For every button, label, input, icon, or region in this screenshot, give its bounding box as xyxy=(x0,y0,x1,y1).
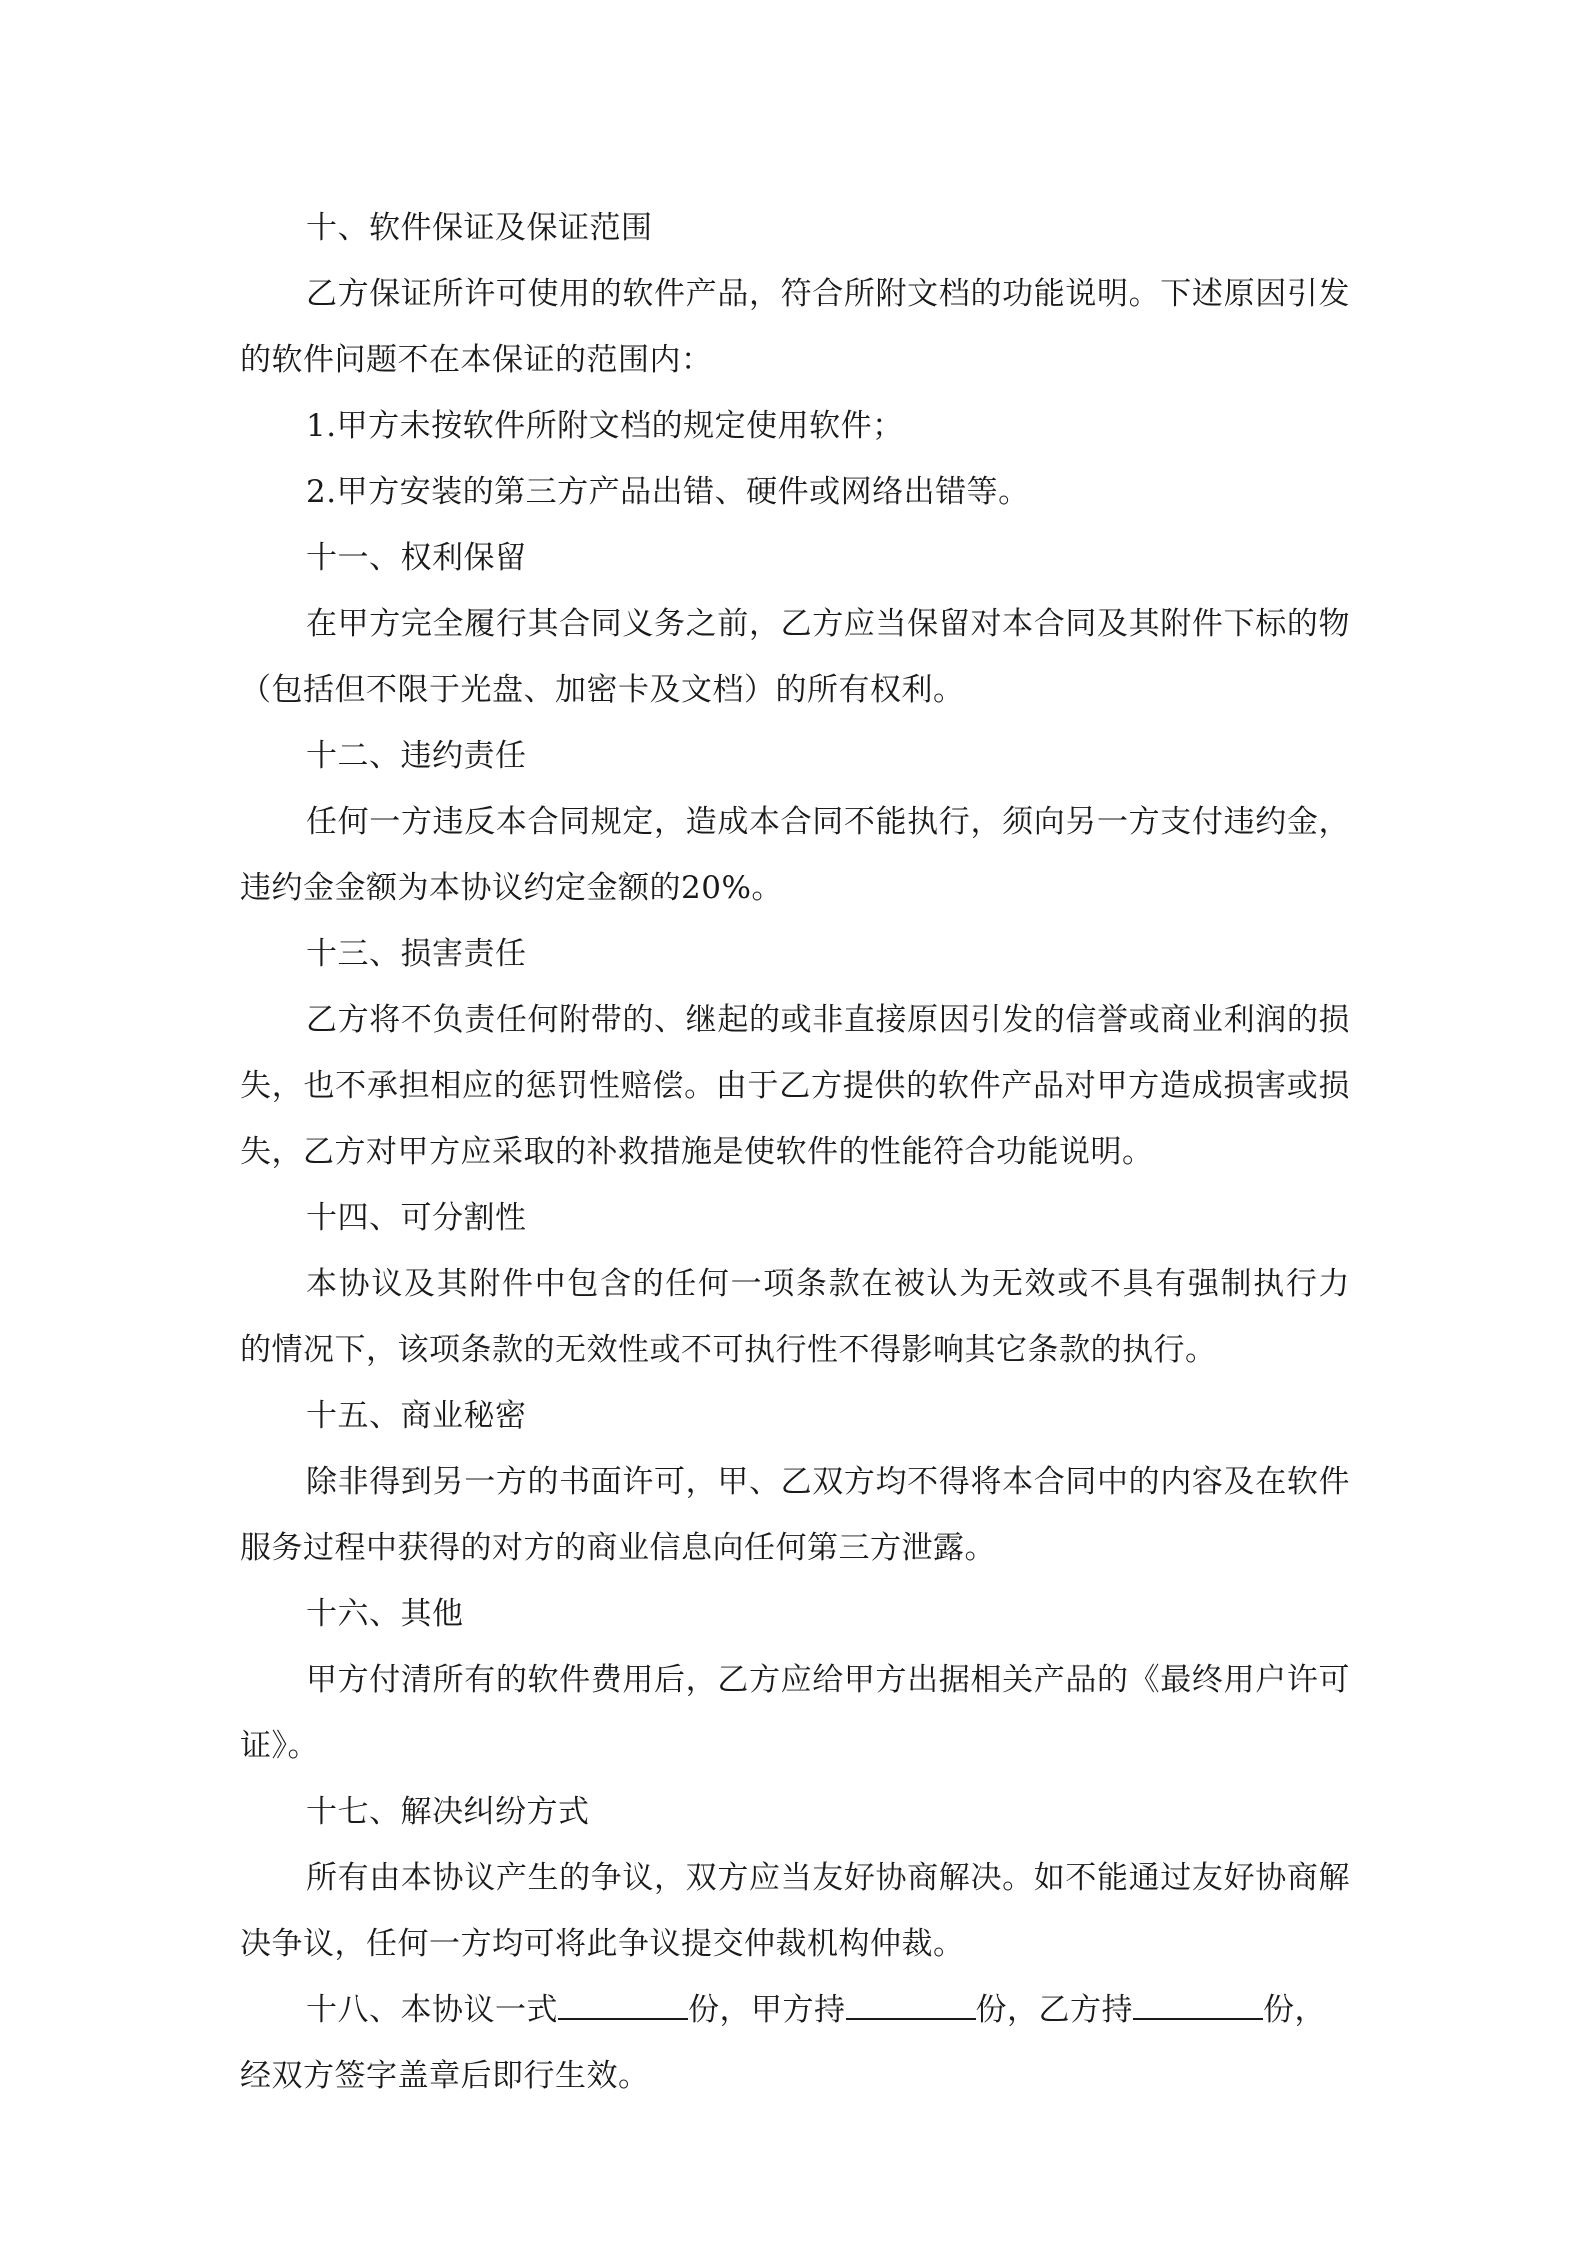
copies-text: 份， xyxy=(1263,1992,1326,2028)
list-item: 2.甲方安装的第三方产品出错、硬件或网络出错等。 xyxy=(306,474,1030,510)
paragraph-line: 的软件问题不在本保证的范围内： xyxy=(240,342,713,378)
paragraph-line: 在甲方完全履行其合同义务之前，乙方应当保留对本合同及其附件下标的物 xyxy=(306,606,1350,642)
paragraph-line: （包括但不限于光盘、加密卡及文档）的所有权利。 xyxy=(240,672,965,708)
section-heading-11: 十一、权利保留 xyxy=(306,540,527,576)
paragraph-line: 的情况下，该项条款的无效性或不可执行性不得影响其它条款的执行。 xyxy=(240,1332,1217,1368)
section-heading-15: 十五、商业秘密 xyxy=(306,1398,527,1434)
copies-text: 份，乙方持 xyxy=(975,1992,1133,2028)
document-page xyxy=(240,195,1350,2109)
paragraph-line: 甲方付清所有的软件费用后，乙方应给甲方出据相关产品的《最终用户许可 xyxy=(306,1662,1350,1698)
section-heading-13: 十三、损害责任 xyxy=(306,936,527,972)
paragraph-line: 本协议及其附件中包含的任何一项条款在被认为无效或不具有强制执行力 xyxy=(306,1266,1350,1302)
paragraph-line: 证》。 xyxy=(240,1728,319,1764)
section-18-copies-line xyxy=(240,1977,1350,2043)
copies-party-b-blank[interactable] xyxy=(1133,1990,1263,2020)
paragraph-line: 任何一方违反本合同规定，造成本合同不能执行，须向另一方支付违约金， xyxy=(306,804,1350,840)
paragraph-line: 失，乙方对甲方应采取的补救措施是使软件的性能符合功能说明。 xyxy=(240,1134,1154,1170)
section-heading-17: 十七、解决纠纷方式 xyxy=(306,1794,590,1830)
paragraph-line: 除非得到另一方的书面许可，甲、乙双方均不得将本合同中的内容及在软件 xyxy=(306,1464,1350,1500)
paragraph-line: 所有由本协议产生的争议，双方应当友好协商解决。如不能通过友好协商解 xyxy=(306,1860,1350,1896)
paragraph-line: 失，也不承担相应的惩罚性赔偿。由于乙方提供的软件产品对甲方造成损害或损 xyxy=(240,1068,1350,1104)
paragraph-line: 经双方签字盖章后即行生效。 xyxy=(240,2058,650,2094)
copies-total-blank[interactable] xyxy=(558,1990,688,2020)
section-heading-12: 十二、违约责任 xyxy=(306,738,527,774)
paragraph-line: 乙方将不负责任何附带的、继起的或非直接原因引发的信誉或商业利润的损 xyxy=(306,1002,1350,1038)
paragraph-line: 乙方保证所许可使用的软件产品，符合所附文档的功能说明。下述原因引发 xyxy=(306,276,1350,312)
section-heading-14: 十四、可分割性 xyxy=(306,1200,527,1236)
copies-text: 份，甲方持 xyxy=(688,1992,846,2028)
copies-text: 十八、本协议一式 xyxy=(306,1992,558,2028)
list-item: 1.甲方未按软件所附文档的规定使用软件； xyxy=(306,408,904,444)
copies-party-a-blank[interactable] xyxy=(846,1990,976,2020)
paragraph-line: 决争议，任何一方均可将此争议提交仲裁机构仲裁。 xyxy=(240,1926,965,1962)
paragraph-line: 违约金金额为本协议约定金额的20%。 xyxy=(240,870,783,906)
paragraph-line: 服务过程中获得的对方的商业信息向任何第三方泄露。 xyxy=(240,1530,996,1566)
section-heading-10: 十、软件保证及保证范围 xyxy=(306,210,653,246)
section-heading-16: 十六、其他 xyxy=(306,1596,464,1632)
